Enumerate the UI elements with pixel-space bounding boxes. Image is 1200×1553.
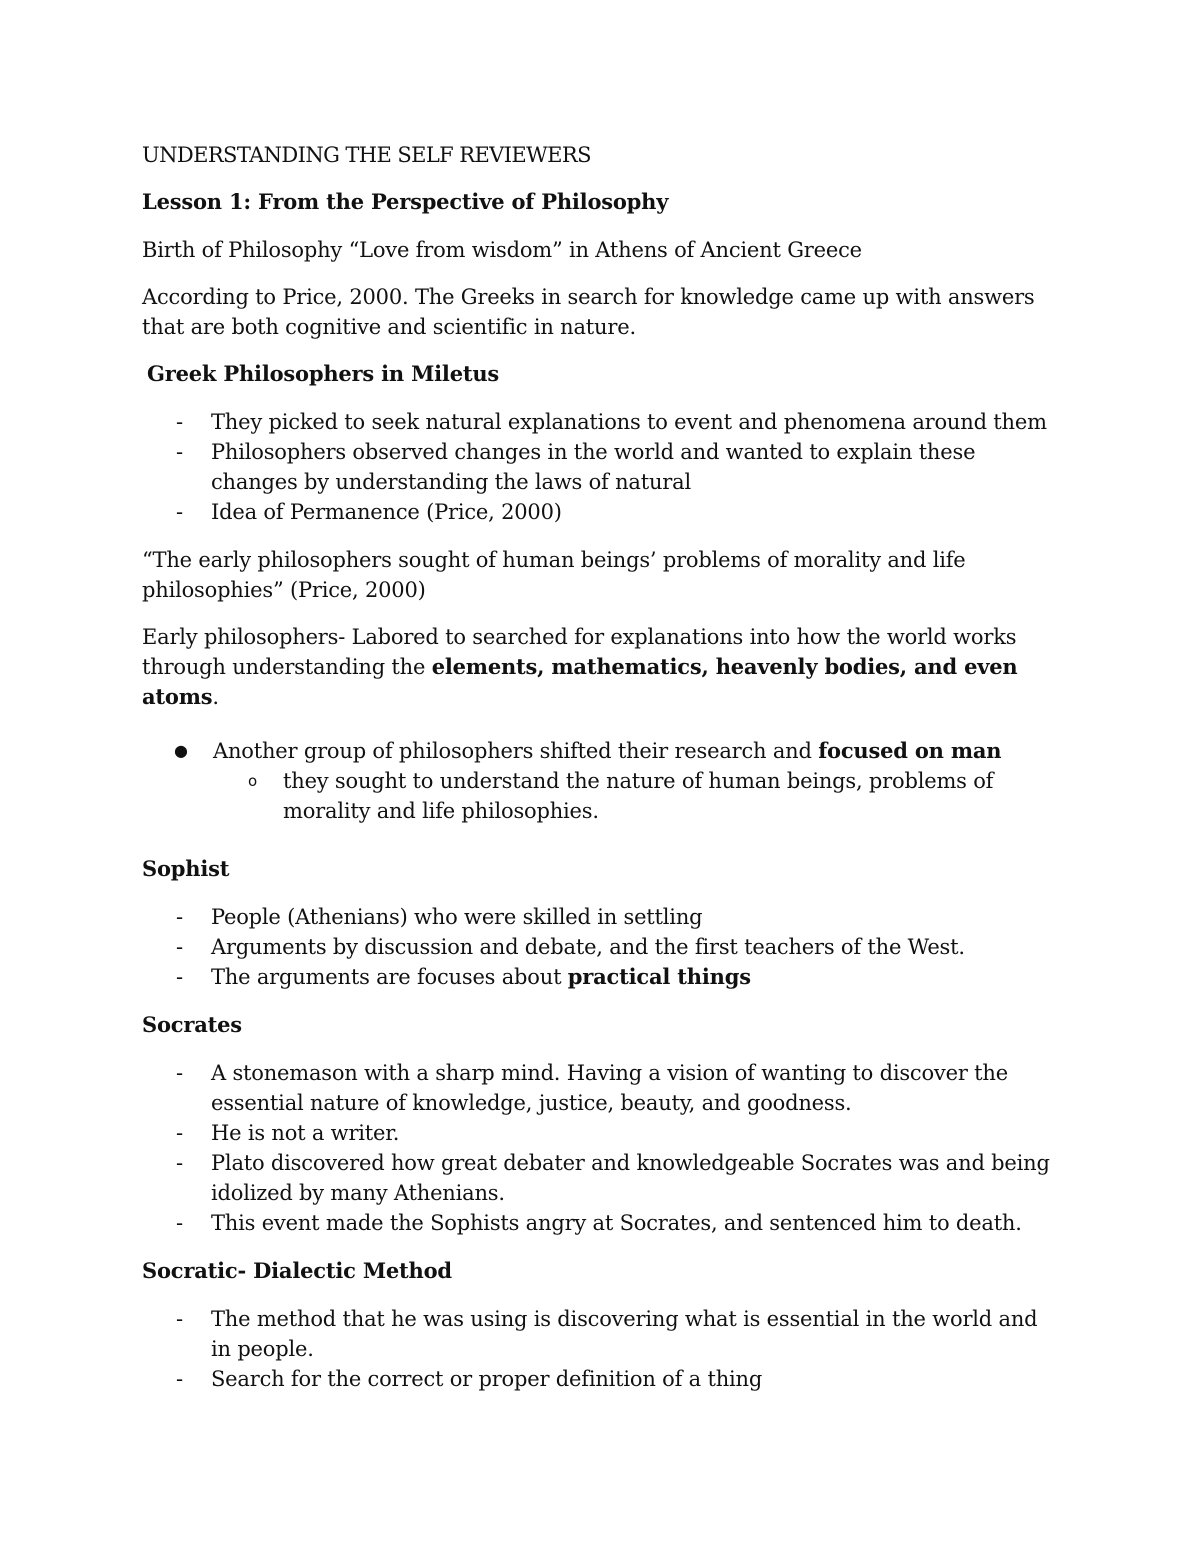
socrates-list xyxy=(142,1058,1062,1238)
list-item: - The method that he was using is discovering what is essential in the world and in people. xyxy=(142,1304,1062,1364)
document-title: UNDERSTANDING THE SELF REVIEWERS xyxy=(142,143,591,167)
lesson-title: Lesson 1: From the Perspective of Philosophy xyxy=(142,189,669,214)
intro-paragraph-price: According to Price, 2000. The Greeks in search for knowledge came up with answers that are both cognitive and scientific in nature. xyxy=(142,285,1035,339)
early-text: Early philosophers- Labored to searched for explanations into how the world works through understanding the xyxy=(142,625,1017,679)
dialectic-list xyxy=(142,1304,1062,1394)
section-heading-miletus: Greek Philosophers in Miletus xyxy=(147,361,500,386)
list-item: - Philosophers observed changes in the world and wanted to explain these changes by understanding the laws of natural xyxy=(142,437,1062,497)
miletus-list xyxy=(142,407,1062,527)
list-item: - He is not a writer. xyxy=(142,1118,1062,1148)
sub-item-text: they sought to understand the nature of human beings, problems of morality and life philosophies. xyxy=(283,769,994,823)
sophist-list xyxy=(142,902,1062,992)
list-item: - They picked to seek natural explanations to event and phenomena around them xyxy=(142,407,1062,437)
bullet-item xyxy=(142,736,1062,826)
section-heading-sophist: Sophist xyxy=(142,856,230,881)
list-item: - Search for the correct or proper definition of a thing xyxy=(142,1364,1062,1394)
early-bold-text: elements, mathematics, heavenly bodies, and even atoms xyxy=(142,654,1018,709)
quote-paragraph: “The early philosophers sought of human beings’ problems of morality and life philosophies” (Price, 2000) xyxy=(142,548,966,602)
list-item xyxy=(142,962,1062,992)
sub-list xyxy=(213,766,1062,826)
shift-bullet-list xyxy=(142,736,1062,826)
document-page xyxy=(142,140,1062,1412)
sub-list-item xyxy=(213,766,1062,826)
early-text-end: . xyxy=(212,685,219,709)
list-item: - This event made the Sophists angry at Socrates, and sentenced him to death. xyxy=(142,1208,1062,1238)
list-item: - Plato discovered how great debater and knowledgeable Socrates was and being idolized by many Athenians. xyxy=(142,1148,1062,1208)
list-item: - People (Athenians) who were skilled in settling xyxy=(142,902,1062,932)
section-heading-dialectic: Socratic- Dialectic Method xyxy=(142,1258,452,1283)
bullet-text: Another group of philosophers shifted their research and xyxy=(213,739,819,763)
list-item: - Arguments by discussion and debate, and the first teachers of the West. xyxy=(142,932,1062,962)
intro-paragraph-birth: Birth of Philosophy “Love from wisdom” in Athens of Ancient Greece xyxy=(142,238,862,262)
section-heading-socrates: Socrates xyxy=(142,1012,242,1037)
bullet-dot-icon: ● xyxy=(174,741,188,760)
list-item: - Idea of Permanence (Price, 2000) xyxy=(142,497,1062,527)
list-item-text: The arguments are focuses about xyxy=(211,965,568,989)
list-item-bold-text: practical things xyxy=(567,964,751,989)
early-philosophers-paragraph xyxy=(142,622,1062,712)
bullet-bold-text: focused on man xyxy=(818,738,1002,763)
list-item: - A stonemason with a sharp mind. Having a vision of wanting to discover the essential nature of knowledge, justice, beauty, and goodness. xyxy=(142,1058,1062,1118)
hollow-circle-icon: o xyxy=(248,772,257,790)
